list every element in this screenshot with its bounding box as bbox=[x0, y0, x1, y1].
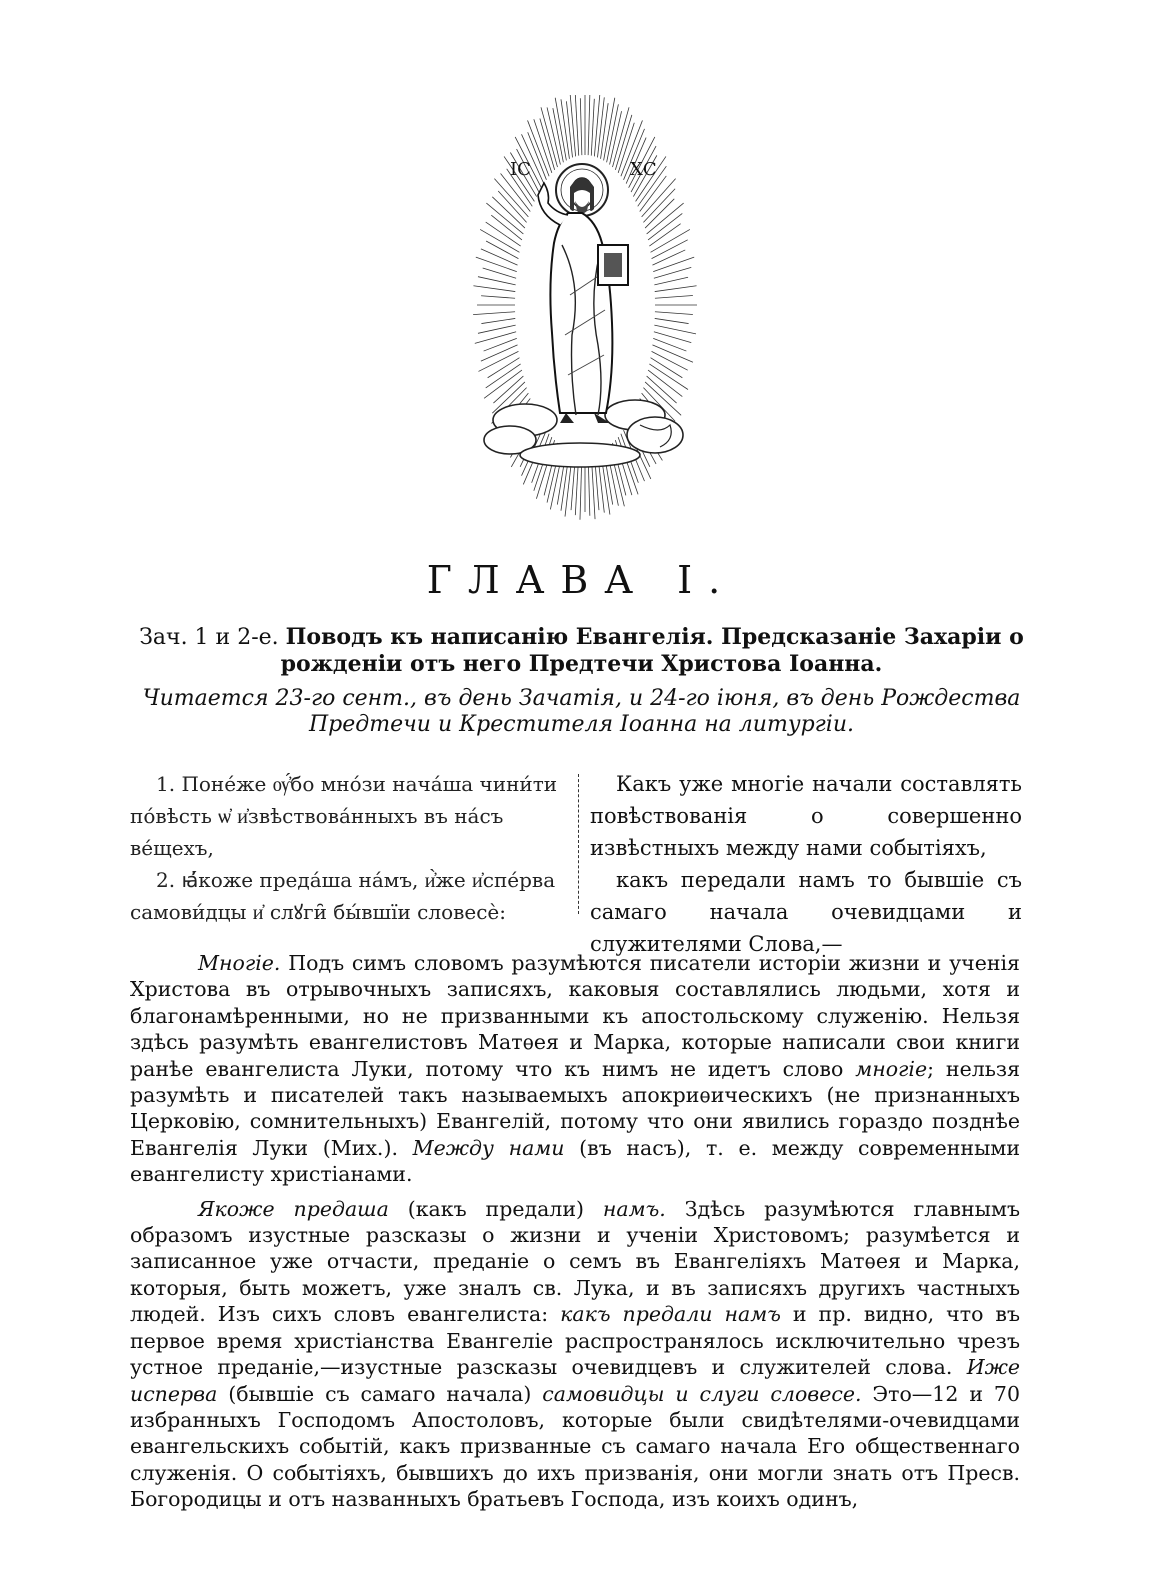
halo-ray bbox=[561, 99, 569, 158]
russian-column bbox=[590, 768, 1022, 960]
halo-ray bbox=[655, 296, 693, 299]
halo-ray bbox=[654, 277, 688, 285]
text: и пр. видно, что въ первое время христіанства Евангеліе распространялось исключительно чрезъ устное преданіе,—изустные разсказы очевидцевъ и служителей слова. bbox=[130, 1302, 1021, 1380]
halo-ray bbox=[473, 286, 515, 292]
halo-ray bbox=[643, 189, 675, 223]
term: Многіе. bbox=[198, 951, 281, 975]
halo-ray bbox=[478, 277, 516, 285]
zach-number: Зач. 1 и 2-е. bbox=[139, 625, 279, 650]
halo-ray bbox=[580, 98, 582, 155]
halo-ray bbox=[652, 345, 692, 362]
text: (какъ предали) bbox=[388, 1196, 603, 1221]
halo-ray bbox=[652, 250, 685, 265]
commentary-paragraph-1 bbox=[130, 950, 1020, 1188]
engraving-illustration bbox=[470, 95, 700, 535]
halo-ray bbox=[478, 325, 516, 333]
term: какъ предали намъ bbox=[560, 1302, 781, 1327]
icon-label-right: ХС bbox=[630, 159, 657, 180]
zach-title: Поводъ къ написанію Евангелія. Предсказаніе Захаріи о рожденіи отъ него Предтечи Христова Іоанна. bbox=[280, 624, 1024, 677]
text: Подъ симъ словомъ разумѣются писатели исторіи жизни и ученія Христова въ отрывочныхъ записяхъ, каковыя составлялись людьми, хотя и благонамѣренными, но не призванными къ апостольскому служенію. Нельзя здѣсь разумѣть евангелистовъ Матѳея и Марка, которые написали свои книги ранѣе евангелиста Луки, потому что къ нимъ не идетъ слово bbox=[130, 951, 1020, 1081]
halo-ray bbox=[475, 332, 516, 344]
halo-ray bbox=[652, 351, 688, 370]
halo-ray bbox=[588, 95, 590, 155]
halo-ray bbox=[652, 240, 688, 259]
halo-ray bbox=[570, 95, 576, 156]
halo-ray bbox=[654, 325, 696, 334]
text: (въ насъ), т. е. между современными евангелисту христіанами. bbox=[130, 1135, 1020, 1187]
slavonic-verse-2: 2. ꙗ҆́коже преда́ша на́мъ, и҆̀же и҆спе́рва самови́дцы и҆ слꙋги̑ бы́вшїи словесѐ: bbox=[130, 868, 556, 924]
term: самовидцы и слуги словесе. bbox=[542, 1381, 862, 1406]
halo-ray bbox=[478, 351, 518, 371]
text: ; нельзя разумѣть и писателей такъ называемыхъ апокриѳическихъ (не признанныхъ Церковію, сомнительныхъ) Евангелій, потому что они явились гораздо позднѣе Евангелія Луки (Мих.). bbox=[130, 1056, 1021, 1160]
halo-ray bbox=[473, 312, 515, 315]
halo-ray bbox=[481, 296, 515, 299]
reading-note: Читается 23-го сент., въ день Зачатія, и 24-го іюня, въ день Рождества Предтечи и Крестителя Іоанна на литургіи. bbox=[142, 686, 1021, 737]
halo-ray bbox=[655, 286, 697, 292]
text: (бывшіе съ самаго начала) bbox=[217, 1381, 543, 1406]
term: Якоже предаша bbox=[198, 1196, 389, 1221]
halo-ray bbox=[654, 267, 691, 278]
section-heading bbox=[110, 624, 1053, 678]
halo-ray bbox=[594, 95, 600, 156]
halo-ray bbox=[655, 318, 689, 323]
icon-label-left: ІС bbox=[510, 159, 531, 180]
column-divider bbox=[578, 774, 579, 914]
commentary bbox=[130, 950, 1020, 1521]
halo-ray bbox=[486, 241, 518, 259]
halo-ray bbox=[648, 213, 682, 239]
term: намъ. bbox=[602, 1196, 666, 1221]
halo-ray bbox=[655, 312, 693, 315]
text: Это—12 и 70 избранныхъ Господомъ Апостоловъ, которые были свидѣтелями-очевидцами евангельскихъ событій, какъ призванные съ самаго начала Его общественнаго служенія. О событіяхъ, бывшихъ до ихъ призванія, они могли знать отъ Пресв. Богородицы и отъ названныхъ братьевъ Господа, изъ коихъ одинъ, bbox=[130, 1381, 1020, 1512]
parallel-text bbox=[130, 768, 1050, 956]
term: Иже исперва bbox=[130, 1355, 1020, 1406]
text: Здѣсь разумѣются главнымъ образомъ изустные разсказы о жизни и ученіи Христовомъ; разумѣется и записанное уже отчасти, преданіе о семъ въ Евангеліяхъ Матѳея и Марка, которыя, быть можетъ, уже зналъ св. Лука, и въ записяхъ другихъ частныхъ людей. Изъ сихъ словъ евангелиста: bbox=[130, 1196, 1020, 1327]
chapter-title: ГЛАВА I. bbox=[426, 558, 737, 602]
slavonic-verse-1: 1. Поне́же ѹ҆́бо мно́зи нача́ша чини́ти по́вѣсть ѡ҆ и҆звѣствова́нныхъ въ на́съ ве́щехъ, bbox=[130, 772, 558, 860]
halo-ray bbox=[591, 99, 594, 156]
halo-ray bbox=[481, 249, 518, 265]
christ-pantocrator-icon bbox=[470, 95, 700, 535]
halo-ray bbox=[486, 203, 523, 234]
halo-ray bbox=[645, 199, 674, 228]
halo-ray bbox=[653, 257, 694, 271]
halo-ray bbox=[476, 257, 517, 271]
russian-verse-2: какъ передали намъ то бывшіе съ самаго начала очевидцами и служителями Слова,— bbox=[590, 868, 1022, 956]
halo-ray bbox=[534, 119, 552, 173]
commentary-paragraph-2 bbox=[130, 1196, 1020, 1513]
term: Между нами bbox=[412, 1135, 565, 1160]
halo-ray bbox=[575, 95, 578, 156]
halo-ray bbox=[653, 338, 686, 351]
halo-ray bbox=[481, 318, 515, 323]
slavonic-column bbox=[130, 768, 568, 928]
halo-ray bbox=[484, 338, 517, 351]
halo-ray bbox=[481, 345, 518, 361]
halo-ray bbox=[601, 103, 609, 159]
term: многіе bbox=[855, 1056, 928, 1081]
russian-verse-1: Какъ уже многіе начали составлять повѣствованія о совершенно извѣстныхъ между нами событіяхъ, bbox=[590, 772, 1022, 860]
